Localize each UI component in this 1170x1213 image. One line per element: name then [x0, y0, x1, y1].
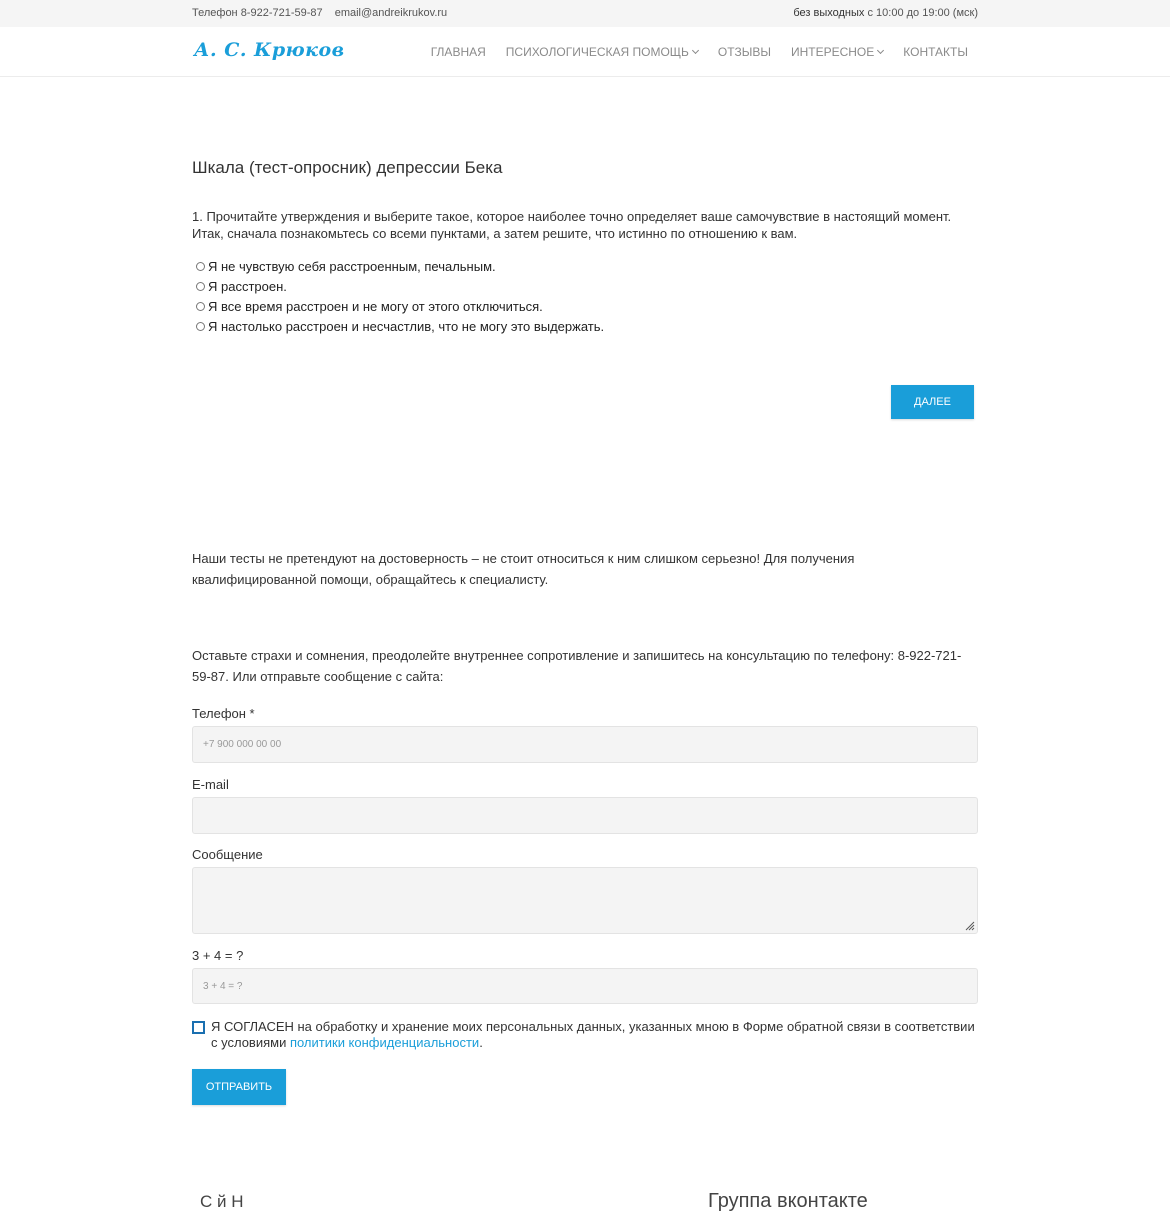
menu-item-label: ОТЗЫВЫ — [717, 45, 771, 59]
phone-label: Телефон * — [192, 706, 255, 721]
answer-option[interactable] — [196, 276, 604, 296]
privacy-policy-link[interactable]: политики конфиденциальности — [289, 1035, 480, 1050]
consent-block — [192, 1019, 978, 1051]
answer-option[interactable] — [196, 316, 604, 336]
footer-heading-left: С й Н — [200, 1192, 244, 1211]
menu-item-label: ИНТЕРЕСНОЕ — [790, 45, 875, 59]
menu-item-reviews[interactable] — [718, 45, 771, 59]
email-label: E-mail — [192, 777, 229, 792]
menu-item-home[interactable] — [431, 45, 486, 59]
chevron-down-icon — [692, 47, 699, 54]
contact-info — [192, 7, 456, 19]
main-menu — [411, 45, 978, 59]
page-title: Шкала (тест-опросник) депрессии Бека — [192, 158, 503, 177]
answer-label: Я настолько расстроен и несчастлив, что не могу это выдержать. — [208, 318, 605, 334]
footer-heading-vk-group: Группа вконтакте — [708, 1190, 868, 1212]
consent-checkbox[interactable] — [192, 1021, 205, 1034]
menu-item-label: ГЛАВНАЯ — [430, 45, 486, 59]
disclaimer-text: Наши тесты не претендуют на достоверность – не стоит относиться к ним слишком серьезно! Для получения квалифицированной помощи, обращайтесь к специалисту. — [192, 551, 855, 587]
site-logo[interactable]: А. С. Крюков — [194, 39, 345, 61]
working-hours — [793, 7, 978, 19]
phone-placeholder: +7 900 000 00 00 — [203, 739, 282, 750]
question-text: 1. Прочитайте утверждения и выберите такое, которое наиболее точно определяет ваше самочувствие в настоящий момент. Итак, сначала познакомьтесь со всеми пунктами, а затем решите, что истинно по отношению к вам. — [192, 209, 952, 241]
consent-end: . — [479, 1035, 483, 1050]
top-info-bar — [0, 0, 1170, 27]
topbar-email[interactable]: email@andreikrukov.ru — [334, 7, 448, 19]
menu-item-psych-help[interactable] — [506, 45, 698, 59]
answer-option[interactable] — [196, 256, 604, 276]
radio-button[interactable] — [196, 322, 205, 331]
answer-options — [196, 256, 604, 336]
answer-label: Я не чувствую себя расстроенным, печальным. — [208, 258, 496, 274]
answer-label: Я расстроен. — [208, 278, 287, 294]
phone-field[interactable] — [192, 726, 978, 763]
hours-rest: с 10:00 до 19:00 (мск) — [864, 7, 978, 19]
chevron-down-icon — [877, 47, 884, 54]
submit-button[interactable]: ОТПРАВИТЬ — [192, 1069, 286, 1105]
invite-text: Оставьте страхи и сомнения, преодолейте внутреннее сопротивление и запишитесь на консультацию по телефону: 8-922-721-59-87. Или отправьте сообщение с сайта: — [192, 648, 962, 684]
topbar-phone: Телефон 8-922-721-59-87 — [192, 7, 323, 19]
answer-label: Я все время расстроен и не могу от этого отключиться. — [208, 298, 543, 314]
hours-bold: без выходных — [793, 7, 865, 19]
next-button[interactable]: ДАЛЕЕ — [891, 385, 974, 419]
menu-item-label: ПСИХОЛОГИЧЕСКАЯ ПОМОЩЬ — [505, 45, 689, 59]
main-navbar — [0, 27, 1170, 77]
captcha-placeholder: 3 + 4 = ? — [203, 980, 243, 992]
radio-button[interactable] — [196, 302, 205, 311]
message-label: Сообщение — [192, 847, 263, 862]
menu-item-label: КОНТАКТЫ — [903, 45, 968, 59]
menu-item-contacts[interactable] — [903, 45, 968, 59]
radio-button[interactable] — [196, 262, 205, 271]
radio-button[interactable] — [196, 282, 205, 291]
consent-text: Я СОГЛАСЕН на обработку и хранение моих персональных данных, указанных мною в Форме обратной связи в соответствии с условиями — [211, 1019, 975, 1050]
answer-option[interactable] — [196, 296, 604, 316]
resize-handle-icon[interactable] — [965, 921, 975, 931]
captcha-label: 3 + 4 = ? — [192, 948, 244, 963]
message-textarea[interactable] — [192, 867, 978, 934]
email-field[interactable] — [192, 797, 978, 834]
captcha-field[interactable] — [192, 968, 978, 1004]
menu-item-interesting[interactable] — [791, 45, 883, 59]
